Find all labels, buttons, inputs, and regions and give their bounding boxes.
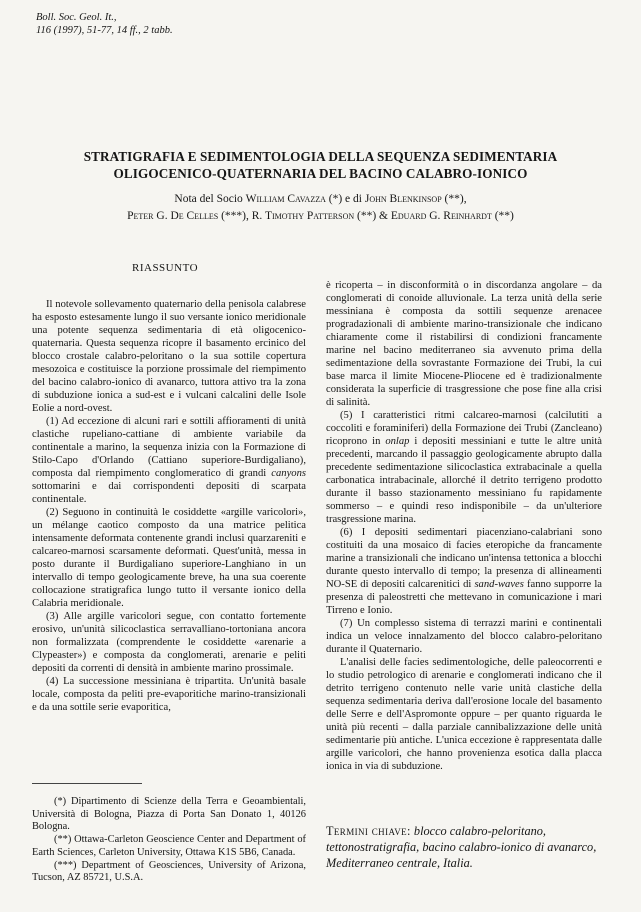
authors-line-1: Nota del Socio William Cavazza (*) e di John Blenkinsop (**), [174,193,467,205]
abstract-paragraph [32,415,306,506]
italic-term: canyons [271,468,306,479]
footnote: (***) Department of Geosciences, University of Arizona, Tucson, AZ 85721, U.S.A. [32,859,306,884]
keywords [326,823,602,871]
footnote: (*) Dipartimento di Scienze della Terra e Geoambientali, Università di Bologna, Piazza di Porta San Donato 1, 40126 Bologna. [32,796,306,833]
left-text-column [32,298,306,714]
abstract-paragraph: (4) La successione messiniana è tripartita. Un'unità basale locale, composta da peliti pre-evaporitiche marino-transizionali e da una sottile serie evaporitica, [32,676,306,713]
right-text-column [326,279,602,773]
paragraph-text: (5) I caratteristici ritmi calcareo-marnosi (calcilutiti a coccoliti e foraminiferi) della Formazione dei Trubi (Zancleano) ricoprono in [326,410,602,447]
paragraph-text: (1) Ad eccezione di alcuni rari e sottili affioramenti di unità clastiche rupeliano-cattiane di ambiente variabile da continentale a marino, la sequenza inizia con la Formazione di Stilo-Capo d'Orlando (Cattiano superiore-Burdigaliano), composta dal riempimento conglomeratico di grandi [32,416,306,479]
paragraph-text: (6) I depositi sedimentari piacenziano-calabriani sono costituiti da una mosaico di facies eteropiche da francamente marine a transizionali che indicano un'intensa tettonica a blocchi durante questo intervallo di tempo; la presenza di allineamenti NO-SE di depositi calcarenitici di [326,527,602,590]
paragraph-text: i depositi messiniani e tutte le altre unità precedenti, marcando il passaggio geologicamente abrupto dalla precedente sedimentazione silicoclastica extrabacinale a quella carbonatica intrabacinale, allorché il detrito terrigeno prodotto durante il basso stazionamento messiniano fu rapidamente sommerso – e quindi reso indisponibile – da un'ulteriore trasgressione marina. [326,436,602,525]
journal-name: Boll. Soc. Geol. It., [36,12,117,23]
italic-term: sand-waves [474,579,524,590]
abstract-paragraph: (2) Seguono in continuità le cosiddette «argille varicolori», un mélange caotico composto da una matrice pelitica intensamente deformata contenente grandi inclusi quarzareniti e calcareo-marnosi scarsamente deformati. Quest'unità, messa in posto durante il Burdigaliano superiore-Langhiano in un intervallo di tempo geologicamente breve, ha una sua coerente collocazione stratigrafica lungo tutto il versante ionico della Calabria meridionale. [32,507,306,609]
abstract-paragraph [326,409,602,526]
journal-reference [36,11,173,37]
abstract-paragraph: L'analisi delle facies sedimentologiche, delle paleocorrenti e lo studio petrologico di arenarie e conglomerati indicano che il detrito terrigeno contenuto nelle varie unità clastiche della sequenza sedimentaria deriva dall'erosione locale del basamento delle Serre e dell'Aspromonte oppure – per quanto riguarda le unità più recenti – dalla parziale cannibalizzazione delle unità sedimentarie più antiche. L'unica eccezione è rappresentata dalle argille varicolori, che hanno provenienza esotica dalla placca ionica in via di subduzione. [326,657,602,772]
abstract-paragraph [326,526,602,617]
paragraph-text: fanno supporre la presenza di paleostretti che mettevano in comunicazione i mari Tirreno e Ionio. [326,579,602,616]
authors-line-2: Peter G. De Celles (***), R. Timothy Patterson (**) & Eduard G. Reinhardt (**) [127,210,514,222]
paragraph-text: sottomarini e dai corrispondenti depositi di scarpata continentale. [32,481,306,505]
italic-term: onlap [385,436,410,447]
abstract-paragraph: (3) Alle argille varicolori segue, con contatto fortemente erosivo, un'unità silicoclastica serravalliano-tortoniana ancora non formalizzata (comprendente le cosiddette «arenarie a Clypeaster») e composta da conglomerati, arenarie e peliti depositi da correnti di densità in ambiente marino prossimale. [32,611,306,674]
footnotes [32,796,306,885]
abstract-paragraph: è ricoperta – in disconformità o in discordanza angolare – da conglomerati di conoide alluvionale. La terza unità della serie messiniana è composta da sottili sequenze arenacee progradazionali di ambiente marino-transizionale che indicano chiaramente come il ristabilirsi di condizioni francamente marine nel bacino mediterraneo sia avvenuto prima della sedimentazione della sovrastante Formazione dei Trubi, la cui base marca il limite Miocene-Pliocene ed è tradizionalmente considerata la superficie di trasgressione che pose fine alla crisi di salinità. [326,280,602,408]
footnote: (**) Ottawa-Carleton Geoscience Center and Department of Earth Sciences, Carleton University, Ottawa K1S 5B6, Canada. [32,834,306,858]
abstract-heading: RIASSUNTO [132,262,199,274]
journal-volume-pages: 116 (1997), 51-77, 14 ff., 2 tabb. [36,25,173,36]
abstract-paragraph: Il notevole sollevamento quaternario della penisola calabrese ha esposto estesamente lungo il suo versante ionico meridionale una potente sequenza sedimentaria di età oligocenico-quaternaria. Questa sequenza ricopre il basamento ercinico del blocco crostale calabro-peloritano o la sua sottile copertura mesozoica e costituisce la porzione prossimale del riempimento del bacino calabro-ionico di avanarco, tuttora attivo tra la zona di subduzione ionica a sud-est e i vulcani calcalini delle Isole Eolie a nord-ovest. [32,299,306,414]
keywords-text: blocco calabro-peloritano, tettonostratigrafia, bacino calabro-ionico di avanarco, Mediterraneo centrale, Italia. [326,824,597,870]
keywords-label: Termini chiave: [326,824,411,838]
title-line-1: STRATIGRAFIA E SEDIMENTOLOGIA DELLA SEQUENZA SEDIMENTARIA [83,149,558,164]
paper-title [40,148,601,182]
author-list [40,191,601,225]
abstract-paragraph: (7) Un complesso sistema di terrazzi marini e continentali indica un veloce innalzamento del blocco calabro-peloritano durante il Quaternario. [326,618,602,655]
footnote-divider [32,783,142,784]
title-line-2: OLIGOCENICO-QUATERNARIA DEL BACINO CALABRO-IONICO [113,166,528,181]
